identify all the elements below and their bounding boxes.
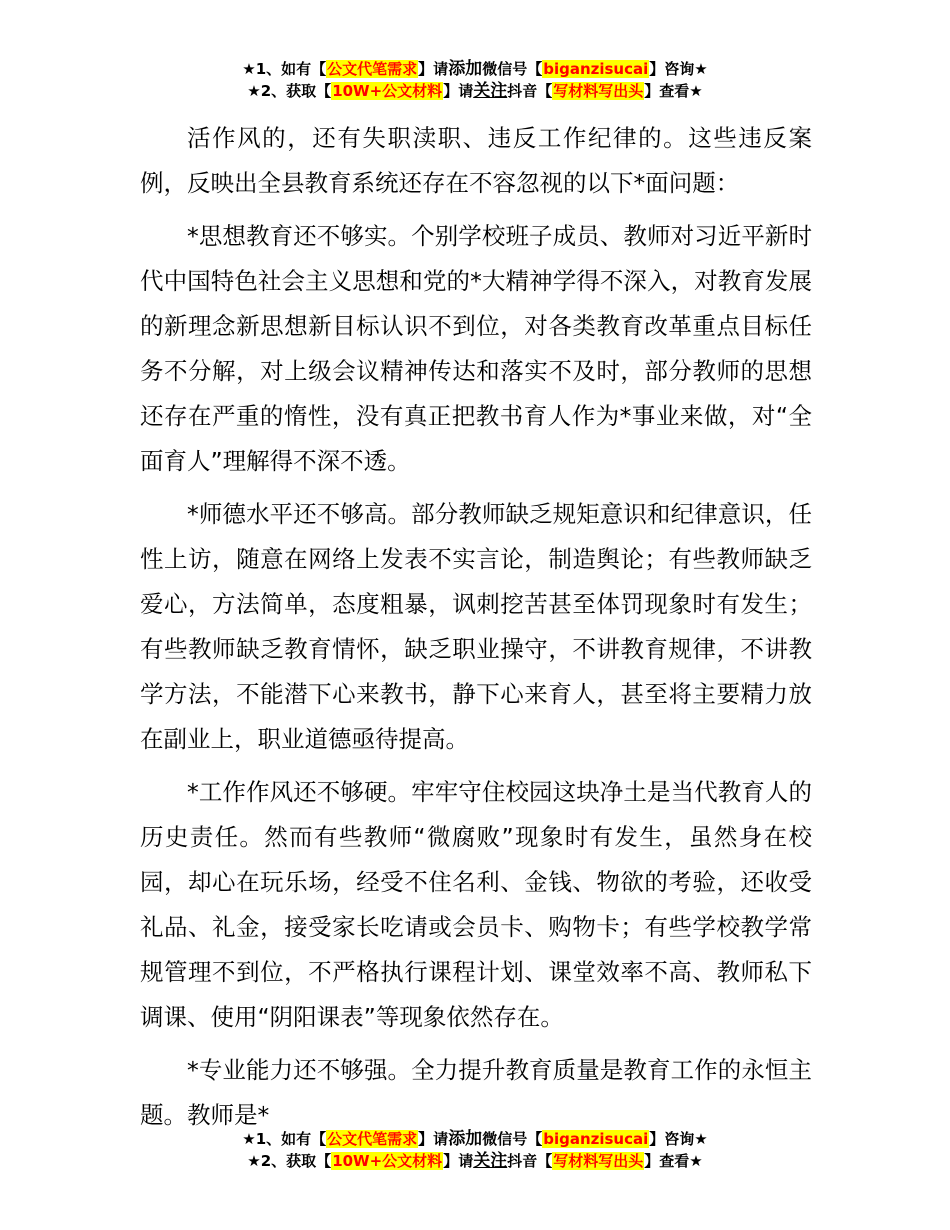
banner-text: 】咨询★ [649,60,708,78]
banner-text: 抖音【 [507,1152,553,1170]
banner-text: 】查看★ [644,82,703,100]
paragraph: *专业能力还不够强。全力提升教育质量是教育工作的永恒主题。教师是* [140,1056,812,1129]
banner-text: ★2、获取【 [247,1152,332,1170]
banner-text: 】请 [418,1130,449,1148]
footer-banner [0,1128,950,1172]
banner-line-2 [0,1150,950,1172]
banner-text: 抖音【 [507,82,553,100]
banner-text: ★1、如有【 [242,1130,327,1148]
banner-highlight: 公文代笔需求 [327,60,418,78]
banner-emphasis: 关注 [473,1151,508,1171]
banner-highlight: biganzisucai [543,60,649,78]
paragraph: *思想教育还不够实。个别学校班子成员、教师对习近平新时代中国特色社会主义思想和党的*大精神学得不深入，对教育发展的新理念新思想新目标认识不到位，对各类教育改革重点目标任务不分解，对上级会议精神传达和落实不及时，部分教师的思想还存在严重的惰性，没有真正把教书育人作为*事业来做，对“全面育人”理解得不深不透。 [140,222,812,475]
banner-line-2 [0,80,950,102]
header-banner [0,58,950,102]
paragraph: 活作风的，还有失职渎职、违反工作纪律的。这些违反案例，反映出全县教育系统还存在不容忽视的以下*面问题： [140,124,812,197]
banner-highlight: 10W+公文材料 [332,1152,443,1170]
banner-line-1 [0,58,950,80]
banner-emphasis: 添加 [448,1129,483,1149]
banner-highlight: 公文代笔需求 [327,1130,418,1148]
banner-text: 】请 [443,82,474,100]
banner-text: 】咨询★ [649,1130,708,1148]
paragraph: *工作作风还不够硬。牢牢守住校园这块净土是当代教育人的历史责任。然而有些教师“微腐败”现象时有发生，虽然身在校园，却心在玩乐场，经受不住名利、金钱、物欲的考验，还收受礼品、礼金，接受家长吃请或会员卡、购物卡；有些学校教学常规管理不到位，不严格执行课程计划、课堂效率不高、教师私下调课、使用“阴阳课表”等现象依然存在。 [140,778,812,1031]
banner-text: ★1、如有【 [242,60,327,78]
banner-highlight: 写材料写出头 [553,1152,644,1170]
banner-text: ★2、获取【 [247,82,332,100]
banner-text: 】请 [418,60,449,78]
paragraph: *师德水平还不够高。部分教师缺乏规矩意识和纪律意识，任性上访，随意在网络上发表不实言论，制造舆论；有些教师缺乏爱心，方法简单，态度粗暴，讽刺挖苦甚至体罚现象时有发生；有些教师缺乏教育情怀，缺乏职业操守，不讲教育规律，不讲教学方法，不能潜下心来教书，静下心来育人，甚至将主要精力放在副业上，职业道德亟待提高。 [140,500,812,753]
banner-highlight: 10W+公文材料 [332,82,443,100]
banner-text: 微信号【 [482,60,543,78]
banner-text: 微信号【 [482,1130,543,1148]
banner-highlight: biganzisucai [543,1130,649,1148]
banner-text: 】请 [443,1152,474,1170]
document-body [140,116,812,1146]
banner-emphasis: 关注 [473,81,508,101]
banner-emphasis: 添加 [448,59,483,79]
banner-text: 】查看★ [644,1152,703,1170]
banner-line-1 [0,1128,950,1150]
banner-highlight: 写材料写出头 [553,82,644,100]
